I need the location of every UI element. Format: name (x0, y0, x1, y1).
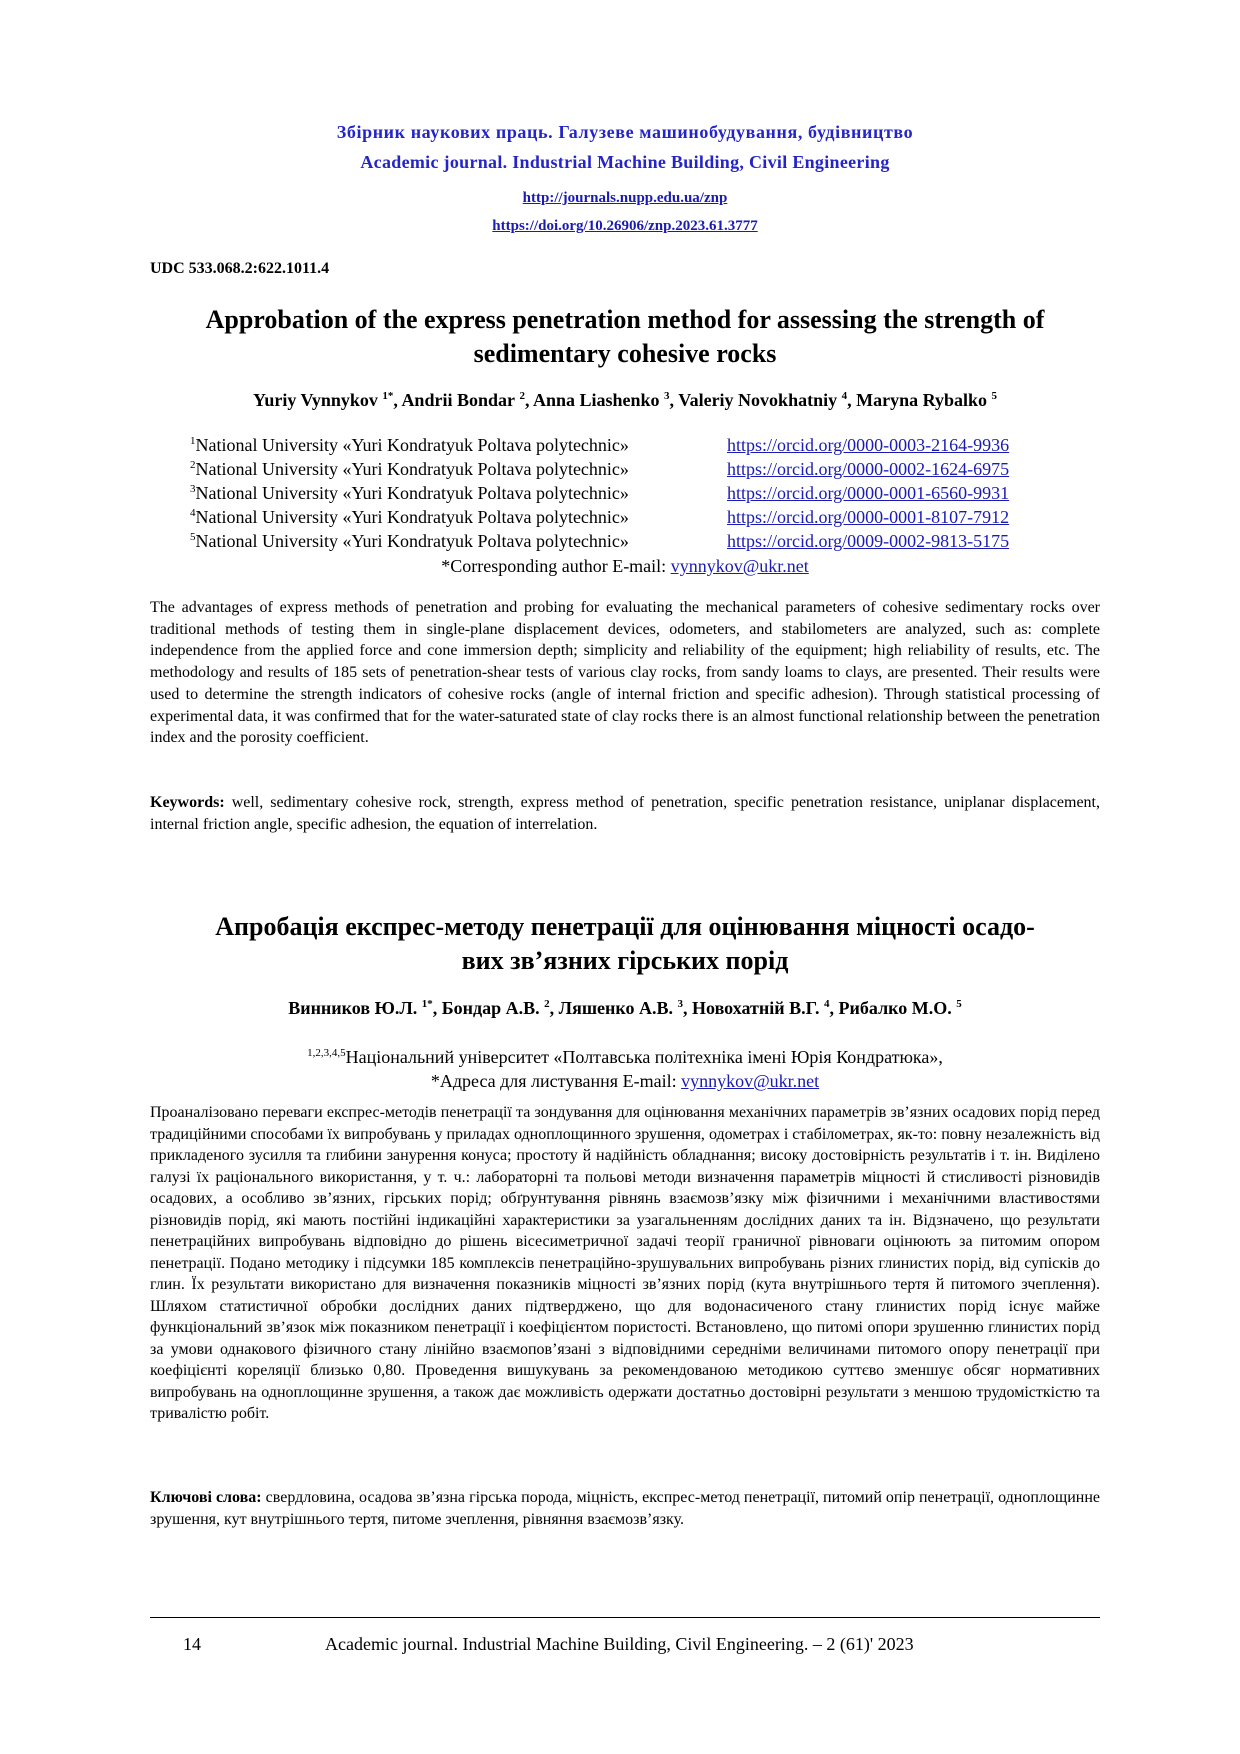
affiliation-list-en (190, 433, 1009, 553)
affiliation-text-uk: Національний університет «Полтавська політехніка імені Юрія Кондратюка», (345, 1047, 943, 1067)
corresponding-label-uk: *Адреса для листування E-mail: (430, 1071, 682, 1091)
affiliation-institution (190, 457, 727, 481)
paper-title-uk-line1: Апробація експрес-методу пенетрації для оцінювання міцності осадо- (215, 912, 1035, 941)
keywords-en (150, 792, 1100, 835)
affiliation-institution-name: National University «Yuri Kondratyuk Poltava polytechnic» (195, 483, 629, 503)
affiliation-row (190, 481, 1009, 505)
en-author-affiliation-sup: 1* (382, 390, 394, 402)
uk-author-separator: , (432, 998, 442, 1018)
affiliation-number: 4 (190, 507, 196, 519)
paper-page (150, 0, 1100, 1754)
footer-divider (150, 1617, 1100, 1618)
email-link-en[interactable]: vynnykov@ukr.net (670, 556, 809, 576)
corresponding-label-en: *Corresponding author E-mail: (441, 556, 671, 576)
affiliation-number: 1 (190, 435, 196, 447)
keywords-uk (150, 1487, 1100, 1530)
uk-author-affiliation-sup: 5 (956, 998, 962, 1010)
en-author-name: Andrii Bondar (401, 390, 515, 410)
paper-title-en-line1: Approbation of the express penetration method for assessing the strength of (205, 305, 1045, 334)
en-author-affiliation-sup: 3 (664, 390, 670, 402)
keywords-text-uk: свердловина, осадова зв’язна гірська порода, міцність, експрес-метод пенетрації, питомий опір пенетрації, одноплощинне зрушення, кут внутрішнього тертя, питоме зчеплення, рівняння взаємозв’язку. (150, 1489, 1101, 1528)
en-author-name: Valeriy Novokhatniy (678, 390, 838, 410)
affiliation-number: 2 (190, 459, 196, 471)
affiliation-institution (190, 433, 727, 457)
abstract-uk: Проаналізовано переваги експрес-методів пенетрації та зондування для оцінювання механічних параметрів зв’язних осадових порід перед традиційними способами їх випробувань у приладах одноплощинного зрушення, одометрах і стабілометрах, як-то: повну незалежність від прикладеного зусилля та глибини занурення конуса; простоту й надійність обладнання; високу достовірність результатів і т. ін. Виділено галузі їх раціонального використання, у т. ч.: лабораторні та польові методи визначення параметрів міцності й стисливості різновидів осадових, а особливо зв’язних, гірських порід; обґрунтування рівнянь взаємозв’язку між фізичними і механічними властивостями різновидів порід, які мають постійні індикаційні характеристики за узагальненням дослідних даних та ін. Відзначено, що результати пенетраційних випробувань відповідно до рішень вісесиметричної задачі теорії граничної рівноваги оцінюють за питомим опором пенетрації. Подано методику і підсумки 185 комплексів пенетраційно-зрушувальних випробувань різних глинистих порід, від супісків до глин. Їх результати використано для визначення показників міцності зв’язних порід (кута внутрішнього тертя й питомого зчеплення). Шляхом статистичної обробки дослідних даних підтверджено, що для водонасиченого стану глинистих порід існує майже функціональний зв’язок між показником пенетрації і коефіцієнтом пористості. Встановлено, що питомі опори зрушенню глинистих порід за умови однакового фізичного стану лінійно взаємопов’язані з відповідними середніми величинами питомого опору пенетрації при коефіцієнті кореляції близько 0,80. Проведення вишукувань за рекомендованою методикою суттєво зменшує обсяг нормативних випробувань на одноплощинне зрушення, а також дає можливість одержати достатньо достовірні результати з меншою трудомісткістю та тривалістю робіт. (150, 1104, 1100, 1422)
affiliation-institution-name: National University «Yuri Kondratyuk Poltava polytechnic» (195, 435, 629, 455)
keywords-label-uk: Ключові слова: (150, 1489, 262, 1506)
affiliation-institution (190, 505, 727, 529)
uk-author-affiliation-sup: 2 (544, 998, 550, 1010)
keywords-label-en: Keywords: (150, 794, 225, 811)
uk-author-name: Ляшенко А.В. (558, 998, 674, 1018)
en-author-name: Anna Liashenko (532, 390, 660, 410)
en-author-separator: , (524, 390, 533, 410)
author-list-uk (150, 998, 1100, 1019)
udc-code: UDC 533.068.2:622.1011.4 (150, 260, 330, 277)
affiliation-institution-name: National University «Yuri Kondratyuk Poltava polytechnic» (195, 507, 629, 527)
en-author-separator: , (847, 390, 857, 410)
en-author-affiliation-sup: 4 (841, 390, 848, 402)
author-list-en (150, 390, 1100, 411)
en-author-affiliation-sup: 2 (519, 390, 525, 402)
page-number: 14 (183, 1634, 201, 1654)
en-author-name: Maryna Rybalko (856, 390, 987, 410)
en-author-name: Yuriy Vynnykov (253, 390, 378, 410)
affiliation-institution (190, 481, 727, 505)
journal-url-link[interactable]: http://journals.nupp.edu.ua/znp (522, 190, 728, 206)
affiliation-number: 5 (190, 531, 196, 543)
journal-title-uk: Збірник наукових праць. Галузеве машинобудування, будівництво (336, 122, 914, 142)
paper-title-uk-line2: вих зв’язних гірських порід (461, 946, 789, 975)
affiliation-institution-name: National University «Yuri Kondratyuk Poltava polytechnic» (195, 459, 629, 479)
affiliation-institution (190, 529, 727, 553)
orcid-link[interactable]: https://orcid.org/0000-0001-8107-7912 (727, 507, 1010, 527)
orcid-link[interactable]: https://orcid.org/0000-0003-2164-9936 (727, 435, 1010, 455)
orcid-link[interactable]: https://orcid.org/0000-0001-6560-9931 (727, 483, 1010, 503)
uk-author-separator: , (683, 998, 693, 1018)
uk-author-affiliation-sup: 1* (421, 998, 433, 1010)
orcid-link[interactable]: https://orcid.org/0000-0002-1624-6975 (727, 459, 1010, 479)
affiliation-row (190, 505, 1009, 529)
footer-journal-citation: Academic journal. Industrial Machine Building, Civil Engineering. – 2 (61)' 2023 (325, 1634, 914, 1654)
paper-title-en-line2: sedimentary cohesive rocks (473, 339, 777, 368)
uk-author-name: Бондар А.В. (441, 998, 540, 1018)
paper-title-uk (150, 910, 1100, 978)
en-author-separator: , (669, 390, 679, 410)
affiliation-sup-uk: 1,2,3,4,5 (307, 1047, 346, 1059)
journal-links (150, 184, 1100, 240)
abstract-en: The advantages of express methods of penetration and probing for evaluating the mechanical parameters of cohesive sedimentary rocks over traditional methods of testing them in single-plane displacement devices, odometers, and stabilometers are analyzed, such as: complete independence from the applied force and cone immersion depth; simplicity and reliability of the equipment; high reliability of results, etc. The methodology and results of 185 sets of penetration-shear tests of various clay rocks, from sandy loams to clays, are presented. Their results were used to determine the strength indicators of cohesive rocks (angle of internal friction and specific adhesion). Through statistical processing of experimental data, it was confirmed that for the water-saturated state of clay rocks there is an almost functional relationship between the penetration index and the porosity coefficient. (150, 599, 1100, 747)
uk-author-name: Новохатній В.Г. (692, 998, 820, 1018)
uk-author-separator: , (549, 998, 559, 1018)
affiliation-number: 3 (190, 483, 196, 495)
uk-author-affiliation-sup: 3 (677, 998, 684, 1010)
en-author-affiliation-sup: 5 (991, 390, 997, 402)
en-author-separator: , (393, 390, 402, 410)
doi-link[interactable]: https://doi.org/10.26906/znp.2023.61.3777 (492, 218, 758, 234)
corresponding-author-en (150, 556, 1100, 577)
paper-title-en (150, 303, 1100, 371)
uk-author-affiliation-sup: 4 (824, 998, 830, 1010)
affiliation-row (190, 433, 1009, 457)
journal-header (150, 117, 1100, 177)
keywords-text-en: well, sedimentary cohesive rock, strength, express method of penetration, specific penetration resistance, uniplanar displacement, internal friction angle, specific adhesion, the equation of interrelation. (150, 794, 1100, 833)
affiliation-institution-name: National University «Yuri Kondratyuk Poltava polytechnic» (195, 531, 629, 551)
email-link-uk[interactable]: vynnykov@ukr.net (681, 1071, 820, 1091)
uk-author-separator: , (829, 998, 839, 1018)
affiliation-uk (150, 1045, 1100, 1093)
uk-author-name: Винников Ю.Л. (288, 998, 418, 1018)
uk-author-name: Рибалко М.О. (838, 998, 952, 1018)
orcid-link[interactable]: https://orcid.org/0009-0002-9813-5175 (727, 531, 1010, 551)
affiliation-row (190, 457, 1009, 481)
affiliation-row (190, 529, 1009, 553)
journal-title-en: Academic journal. Industrial Machine Building, Civil Engineering (360, 152, 890, 172)
